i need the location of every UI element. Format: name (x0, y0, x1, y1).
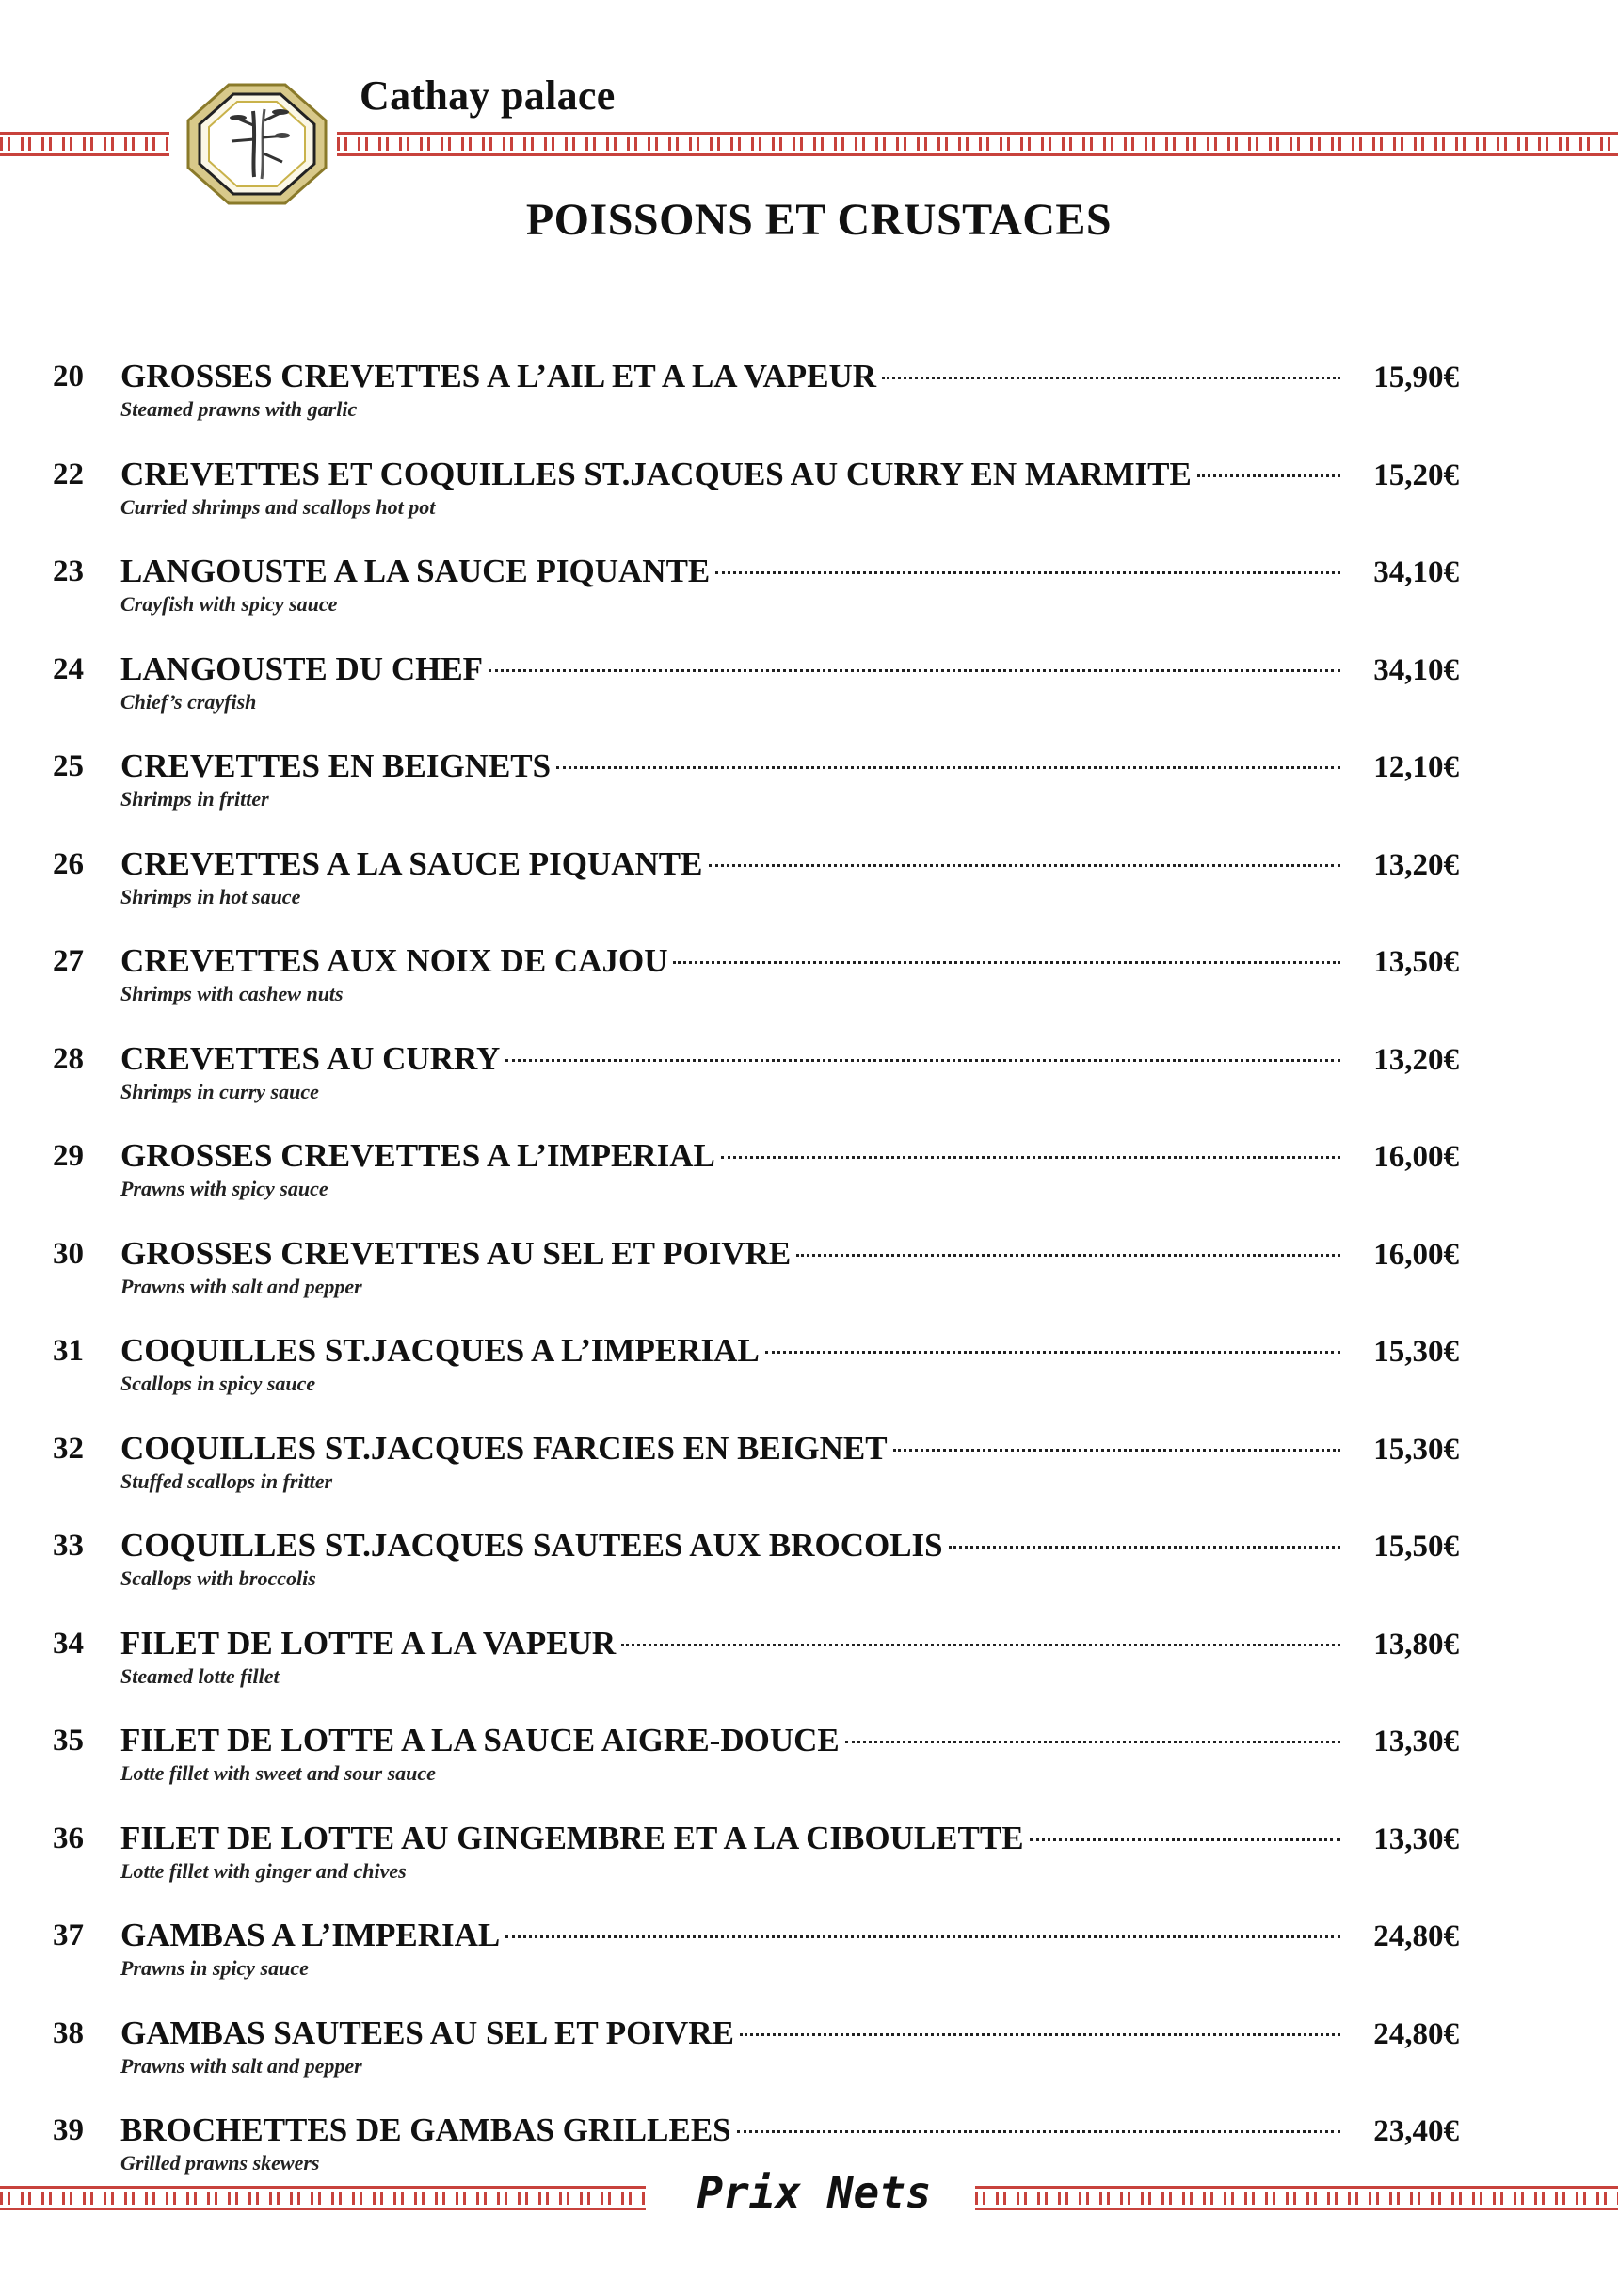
item-price: 23,40€ (1373, 2114, 1459, 2148)
item-price: 13,30€ (1373, 1725, 1459, 1758)
item-description: Prawns in spicy sauce (120, 1956, 309, 1980)
item-number: 24 (53, 651, 84, 686)
dot-leader (893, 1449, 1340, 1452)
item-price: 24,80€ (1373, 2016, 1459, 2051)
item-name: GROSSES CREVETTES A L’AIL ET A LA VAPEUR (120, 358, 877, 394)
menu-item (0, 649, 1618, 747)
item-name: COQUILLES ST.JACQUES FARCIES EN BEIGNET (120, 1429, 888, 1467)
item-description: Chief’s crayfish (120, 689, 257, 714)
item-description: Lotte fillet with ginger and chives (120, 1858, 407, 1883)
menu-item (0, 1428, 1618, 1526)
dot-leader (845, 1741, 1340, 1743)
item-price: 13,50€ (1373, 945, 1459, 979)
item-price: 24,80€ (1373, 1919, 1459, 1953)
item-description: Shrimps with cashew nuts (120, 982, 344, 1005)
item-number: 36 (53, 1821, 84, 1855)
item-number: 30 (53, 1236, 84, 1271)
item-price: 12,10€ (1373, 750, 1459, 784)
item-number: 39 (53, 2113, 84, 2147)
item-price: 13,80€ (1373, 1627, 1459, 1662)
item-price: 13,30€ (1373, 1822, 1459, 1856)
item-name: FILET DE LOTTE A LA VAPEUR (120, 1624, 617, 1662)
item-name: GROSSES CREVETTES AU SEL ET POIVRE (120, 1234, 792, 1272)
dot-leader (556, 766, 1340, 769)
menu-item (0, 1623, 1618, 1721)
dot-leader (740, 2033, 1340, 2036)
item-number: 35 (53, 1724, 84, 1758)
footer-prix-nets: Prix Nets (697, 2167, 932, 2218)
menu-item (0, 940, 1618, 1038)
item-name: CREVETTES A LA SAUCE PIQUANTE (120, 844, 703, 882)
item-description: Stuffed scallops in fritter (120, 1469, 333, 1493)
item-number: 38 (53, 2015, 84, 2050)
item-description: Shrimps in fritter (120, 787, 269, 811)
dot-leader (737, 2130, 1340, 2133)
item-number: 37 (53, 1919, 84, 1952)
item-price: 15,30€ (1373, 1335, 1459, 1369)
item-name: CREVETTES EN BEIGNETS (120, 747, 552, 784)
item-description: Curried shrimps and scallops hot pot (120, 494, 436, 519)
item-price: 34,10€ (1373, 652, 1459, 687)
item-number: 26 (53, 846, 84, 881)
item-name: CREVETTES AUX NOIX DE CAJOU (120, 942, 668, 979)
item-description: Steamed prawns with garlic (120, 397, 358, 421)
menu-item (0, 843, 1618, 941)
menu-item (0, 2013, 1618, 2111)
item-description: Crayfish with spicy sauce (120, 592, 338, 616)
item-description: Prawns with salt and pepper (120, 2053, 362, 2078)
item-name: COQUILLES ST.JACQUES SAUTEES AUX BROCOLIS (120, 1527, 943, 1564)
dot-leader (715, 571, 1340, 574)
item-description: Steamed lotte fillet (120, 1663, 280, 1688)
item-number: 25 (53, 749, 84, 783)
item-name: FILET DE LOTTE A LA SAUCE AIGRE-DOUCE (120, 1722, 840, 1758)
dot-leader (505, 1935, 1340, 1938)
menu-item (0, 1525, 1618, 1623)
dot-leader (505, 1059, 1340, 1062)
item-description: Prawns with salt and pepper (120, 1274, 362, 1298)
item-name: GAMBAS A L’IMPERIAL (120, 1917, 501, 1953)
dot-leader (621, 1644, 1340, 1646)
menu-item (0, 1330, 1618, 1428)
item-number: 23 (53, 554, 84, 588)
dot-leader (489, 669, 1340, 672)
greek-key-border-bottom-right (975, 2186, 1618, 2210)
item-description: Scallops in spicy sauce (120, 1372, 316, 1395)
item-number: 20 (53, 360, 84, 393)
dot-leader (721, 1156, 1340, 1159)
item-price: 16,00€ (1373, 1237, 1459, 1272)
menu-item (0, 1038, 1618, 1136)
item-price: 13,20€ (1373, 1042, 1459, 1077)
dot-leader (949, 1546, 1340, 1549)
item-price: 34,10€ (1373, 555, 1459, 589)
item-number: 22 (53, 457, 84, 491)
dot-leader (882, 377, 1340, 379)
dot-leader (1197, 474, 1340, 477)
item-description: Grilled prawns skewers (120, 2151, 320, 2175)
item-name: CREVETTES AU CURRY (120, 1039, 501, 1077)
greek-key-border-bottom-left (0, 2186, 646, 2210)
item-name: GAMBAS SAUTEES AU SEL ET POIVRE (120, 2014, 734, 2051)
item-price: 15,30€ (1373, 1432, 1459, 1467)
item-number: 33 (53, 1529, 84, 1563)
dot-leader (1030, 1838, 1340, 1841)
menu-item (0, 356, 1618, 454)
menu-item (0, 1135, 1618, 1233)
menu-list (0, 356, 1618, 2208)
menu-item (0, 746, 1618, 843)
item-name: LANGOUSTE DU CHEF (120, 650, 484, 687)
menu-item (0, 1915, 1618, 2013)
menu-item (0, 1818, 1618, 1916)
item-name: FILET DE LOTTE AU GINGEMBRE ET A LA CIBOULETTE (120, 1819, 1024, 1856)
menu-item (0, 1233, 1618, 1331)
item-number: 34 (53, 1626, 84, 1661)
item-price: 15,90€ (1373, 361, 1459, 394)
item-number: 31 (53, 1334, 84, 1368)
item-name: COQUILLES ST.JACQUES A L’IMPERIAL (120, 1332, 760, 1369)
dot-leader (765, 1351, 1340, 1354)
menu-item (0, 1720, 1618, 1818)
item-number: 28 (53, 1041, 84, 1076)
menu-item (0, 454, 1618, 552)
item-price: 15,50€ (1373, 1530, 1459, 1564)
item-number: 32 (53, 1431, 84, 1466)
item-name: GROSSES CREVETTES A L’IMPERIAL (120, 1137, 715, 1174)
bamboo-emblem-icon (186, 83, 328, 205)
item-name: CREVETTES ET COQUILLES ST.JACQUES AU CURRY EN MARMITE (120, 455, 1192, 492)
item-number: 29 (53, 1139, 84, 1173)
restaurant-name: Cathay palace (360, 72, 616, 119)
item-description: Lotte fillet with sweet and sour sauce (120, 1761, 436, 1785)
item-description: Prawns with spicy sauce (120, 1177, 328, 1200)
item-price: 13,20€ (1373, 847, 1459, 882)
dot-leader (709, 864, 1341, 867)
item-name: LANGOUSTE A LA SAUCE PIQUANTE (120, 553, 711, 589)
item-description: Shrimps in hot sauce (120, 884, 301, 908)
item-description: Scallops with broccolis (120, 1566, 316, 1590)
item-number: 27 (53, 944, 84, 978)
page-title: POISSONS ET CRUSTACES (525, 195, 1113, 245)
item-name: BROCHETTES DE GAMBAS GRILLEES (120, 2111, 731, 2148)
greek-key-border-top-left (0, 132, 169, 156)
item-price: 16,00€ (1373, 1140, 1459, 1174)
item-price: 15,20€ (1373, 458, 1459, 492)
greek-key-border-top-right (337, 132, 1618, 156)
menu-item (0, 551, 1618, 649)
dot-leader (796, 1254, 1340, 1257)
item-description: Shrimps in curry sauce (120, 1079, 319, 1103)
dot-leader (673, 961, 1340, 964)
